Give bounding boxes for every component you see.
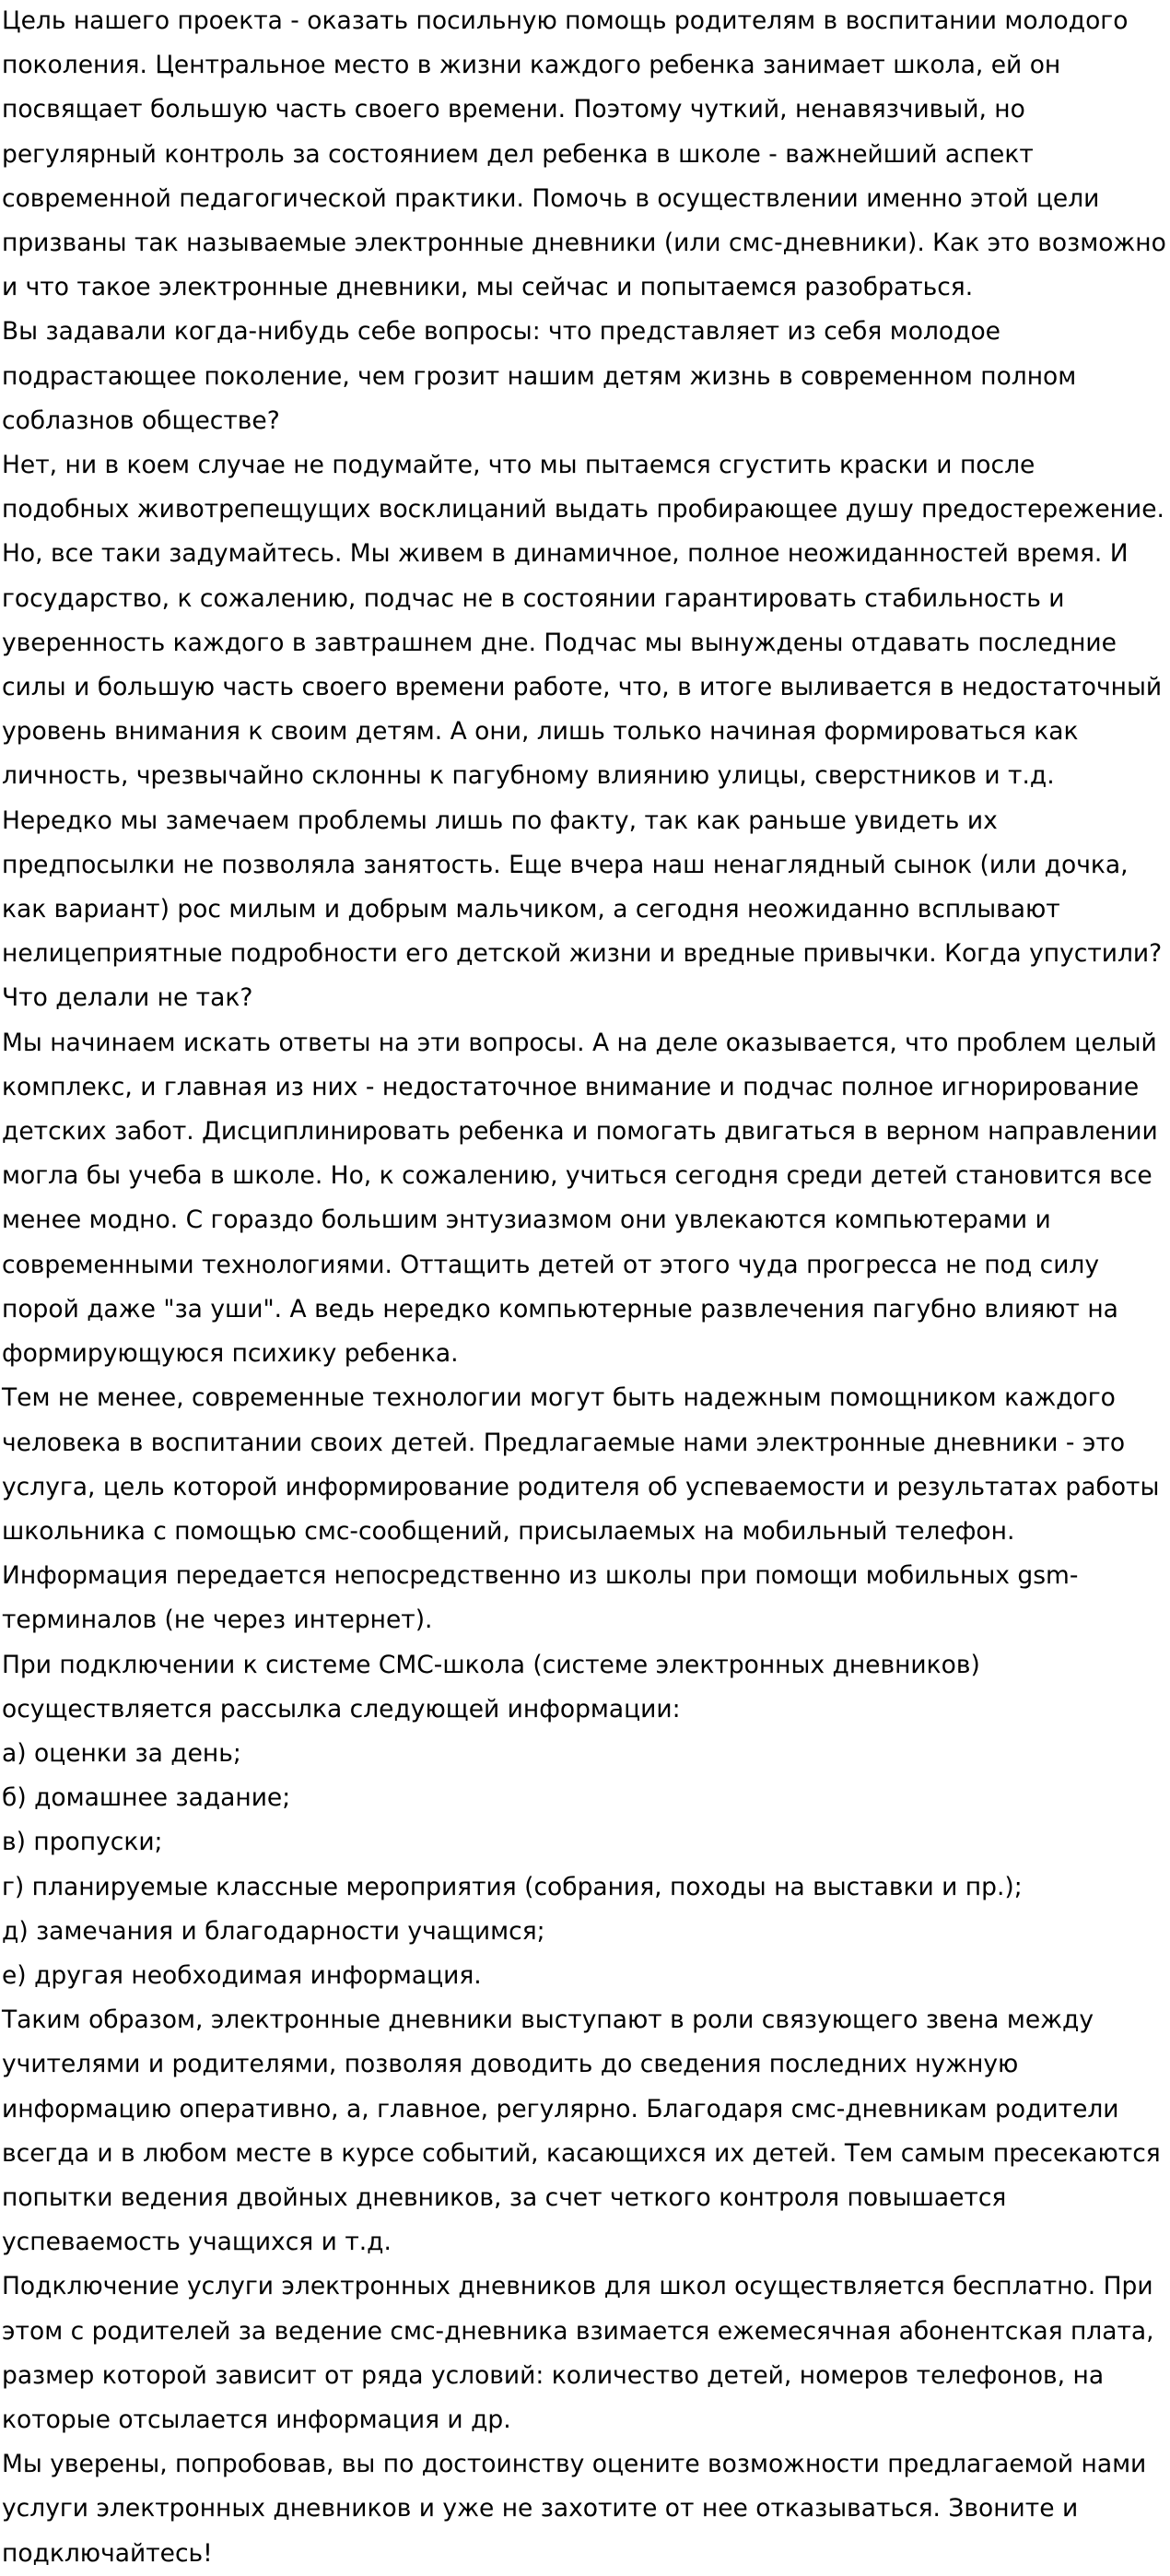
article-body <box>2 0 1168 2576</box>
list-item: а) оценки за день; <box>2 1738 241 1768</box>
paragraph-conclusion: Таким образом, электронные дневники выступают в роли связующего звена между учителями и родителями, позволяя доводить до сведения последних нужную информацию оперативно, а, главное, регулярно. Благодаря смс-дневникам родители всегда и в любом месте в курсе событий, касающихся их детей. Тем самым пресекаются попытки ведения двойных дневников, за счет четкого контроля повышается успеваемость учащихся и т.д. <box>2 2006 1161 2257</box>
list-item: е) другая необходимая информация. <box>2 1960 482 1990</box>
paragraph-call-to-action: Мы уверены, попробовав, вы по достоинству оцените возможности предлагаемой нами услуги электронных дневников и уже не захотите от нее отказываться. Звоните и подключайтесь! <box>2 2450 1147 2568</box>
paragraph-questions: Вы задавали когда-нибудь себе вопросы: что представляет из себя молодое подрастающее поколение, чем грозит нашим детям жизнь в современном полном соблазнов обществе? <box>2 317 1077 435</box>
list-item: г) планируемые классные мероприятия (собрания, походы на выставки и пр.); <box>2 1872 1023 1901</box>
paragraph-project-goal: Цель нашего проекта - оказать посильную помощь родителям в воспитании молодого поколения. Центральное место в жизни каждого ребенка занимает школа, ей он посвящает большую часть своего времени. Поэтому чуткий, ненавязчивый, но регулярный контроль за состоянием дел ребенка в школе - важнейший аспект современной педагогической практики. Помочь в осуществлении именно этой цели призваны так называемые электронные дневники (или смс-дневники). Как это возможно и что такое электронные дневники, мы сейчас и попытаемся разобраться. <box>2 6 1166 302</box>
paragraph-sms-school-intro: При подключении к системе СМС-школа (системе электронных дневников) осуществляется рассылка следующей информации: <box>2 1650 980 1723</box>
list-item: в) пропуски; <box>2 1828 163 1857</box>
list-item: д) замечания и благодарности учащимся; <box>2 1916 545 1946</box>
paragraph-modern-technologies: Тем не менее, современные технологии могут быть надежным помощником каждого человека в воспитании своих детей. Предлагаемые нами электронные дневники - это услуга, цель которой информирование родителя об успеваемости и результатах работы школьника с помощью смс-сообщений, присылаемых на мобильный телефон. Информация передается непосредственно из школы при помощи мобильных gsm-терминалов (не через интернет). <box>2 1383 1160 1635</box>
paragraph-pricing: Подключение услуги электронных дневников для школ осуществляется бесплатно. При этом с родителей за ведение смс-дневника взимается ежемесячная абонентская плата, размер которой зависит от ряда условий: количество детей, номеров телефонов, на которые отсылается информация и др. <box>2 2272 1154 2434</box>
paragraph-searching-answers: Мы начинаем искать ответы на эти вопросы. А на деле оказывается, что проблем целый комплекс, и главная из них - недостаточное внимание и подчас полное игнорирование детских забот. Дисциплинировать ребенка и помогать двигаться в верном направлении могла бы учеба в школе. Но, к сожалению, учиться сегодня среди детей становится все менее модно. С гораздо большим энтузиазмом они увлекаются компьютерами и современными технологиями. Оттащить детей от этого чуда прогресса не под силу порой даже "за уши". А ведь нередко компьютерные развлечения пагубно влияют на формирующуюся психику ребенка. <box>2 1028 1158 1369</box>
paragraph-dont-think: Нет, ни в коем случае не подумайте, что мы пытаемся сгустить краски и после подобных животрепещущих восклицаний выдать пробирающее душу предостережение. Но, все таки задумайтесь. Мы живем в динамичное, полное неожиданностей время. И государство, к сожалению, подчас не в состоянии гарантировать стабильность и уверенность каждого в завтрашнем дне. Подчас мы вынуждены отдавать последние силы и большую часть своего времени работе, что, в итоге выливается в недостаточный уровень внимания к своим детям. А они, лишь только начиная формироваться как личность, чрезвычайно склонны к пагубному влиянию улицы, сверстников и т.д. Нередко мы замечаем проблемы лишь по факту, так как раньше увидеть их предпосылки не позволяла занятость. Еще вчера наш ненаглядный сынок (или дочка, как вариант) рос милым и добрым мальчиком, а сегодня неожиданно всплывают нелицеприятные подробности его детской жизни и вредные привычки. Когда упустили? Что делали не так? <box>2 451 1164 1013</box>
list-item: б) домашнее задание; <box>2 1783 291 1813</box>
